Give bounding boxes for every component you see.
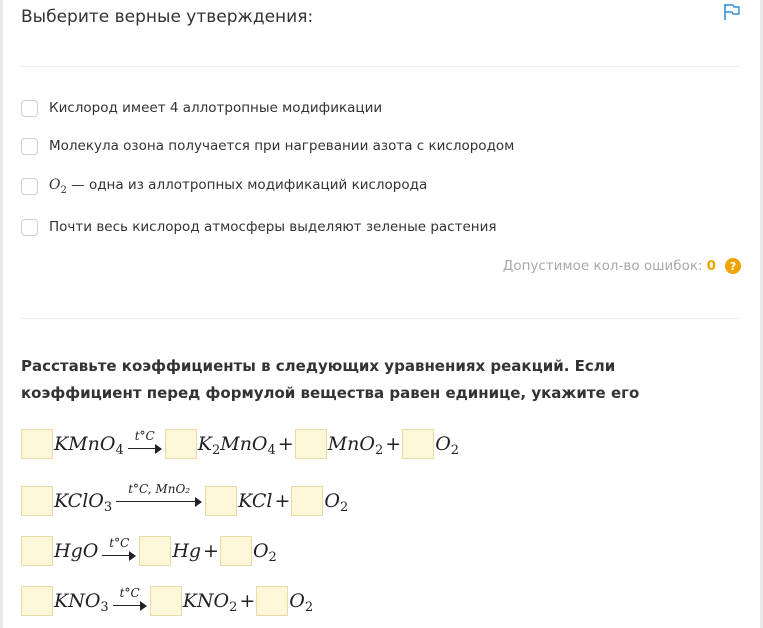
plus-sign: + — [277, 433, 294, 455]
formula: KCl — [238, 490, 273, 512]
divider — [21, 66, 741, 67]
equation-1 — [21, 427, 460, 461]
equation-3 — [21, 534, 278, 568]
formula: $O_2$ — [252, 540, 277, 565]
plus-sign: + — [385, 433, 402, 455]
option-1-checkbox[interactable] — [21, 100, 38, 117]
coefficient-input[interactable] — [295, 429, 327, 459]
option-3-label: $O_2$ — одна из аллотропных модификаций кислорода — [49, 176, 428, 196]
question-2-title: Расставьте коэффициенты в следующих уравнениях реакций. Если коэффициент перед формулой вещества равен единице, укажите его — [21, 357, 640, 402]
option-4-label: Почти весь кислород атмосферы выделяют зеленые растения — [49, 219, 497, 235]
allowed-errors-value: 0 — [706, 258, 716, 274]
plus-sign: + — [274, 490, 291, 512]
coefficient-input[interactable] — [21, 429, 53, 459]
reaction-condition: t°C — [134, 429, 155, 443]
option-3-formula: $O_2$ — [49, 176, 67, 196]
flag-icon[interactable] — [723, 3, 741, 21]
equation-4 — [21, 584, 314, 618]
equation-2 — [21, 484, 349, 518]
coefficient-input[interactable] — [256, 586, 288, 616]
reaction-condition: t°C, MnO₂ — [128, 482, 191, 496]
left-border — [0, 0, 3, 628]
reaction-arrow — [113, 587, 147, 611]
coefficient-input[interactable] — [291, 486, 323, 516]
reaction-arrow — [116, 483, 202, 507]
formula: MnO$_2$ — [327, 433, 384, 458]
option-2[interactable] — [21, 136, 514, 156]
reaction-condition: t°C — [119, 586, 140, 600]
help-icon[interactable]: ? — [725, 258, 741, 274]
allowed-errors-label: Допустимое кол-во ошибок: — [502, 258, 703, 274]
option-1-label: Кислород имеет 4 аллотропные модификации — [49, 100, 383, 116]
formula: Hg — [172, 540, 202, 562]
question-1-title: Выберите верные утверждения: — [21, 7, 314, 27]
coefficient-input[interactable] — [402, 429, 434, 459]
coefficient-input[interactable] — [21, 536, 53, 566]
coefficient-input[interactable] — [139, 536, 171, 566]
formula: $O_2$ — [289, 590, 314, 615]
formula: $O_2$ — [435, 433, 460, 458]
option-2-label: Молекула озона получается при нагревании азота с кислородом — [49, 138, 515, 154]
option-1[interactable] — [21, 98, 382, 118]
plus-sign: + — [203, 540, 219, 562]
option-3-checkbox[interactable] — [21, 178, 38, 195]
coefficient-input[interactable] — [205, 486, 237, 516]
option-2-checkbox[interactable] — [21, 138, 38, 155]
reaction-arrow — [102, 537, 136, 561]
coefficient-input[interactable] — [150, 586, 182, 616]
allowed-errors — [503, 258, 741, 274]
reaction-condition: t°C — [109, 536, 130, 550]
divider — [21, 318, 741, 319]
formula: KClO$_3$ — [54, 490, 113, 515]
coefficient-input[interactable] — [21, 486, 53, 516]
formula: $O_2$ — [324, 490, 349, 515]
coefficient-input[interactable] — [165, 429, 197, 459]
reaction-arrow — [128, 430, 162, 454]
plus-sign: + — [239, 590, 256, 612]
formula: KMnO$_4$ — [54, 433, 124, 458]
option-4-checkbox[interactable] — [21, 219, 38, 236]
coefficient-input[interactable] — [220, 536, 252, 566]
option-3[interactable] — [21, 176, 427, 196]
formula: $KNO_2$ — [182, 590, 238, 615]
formula: $K_2MnO_4$ — [197, 433, 276, 458]
formula: $KNO_3$ — [54, 590, 109, 615]
option-4[interactable] — [21, 217, 497, 237]
coefficient-input[interactable] — [21, 586, 53, 616]
formula: HgO — [54, 540, 99, 562]
